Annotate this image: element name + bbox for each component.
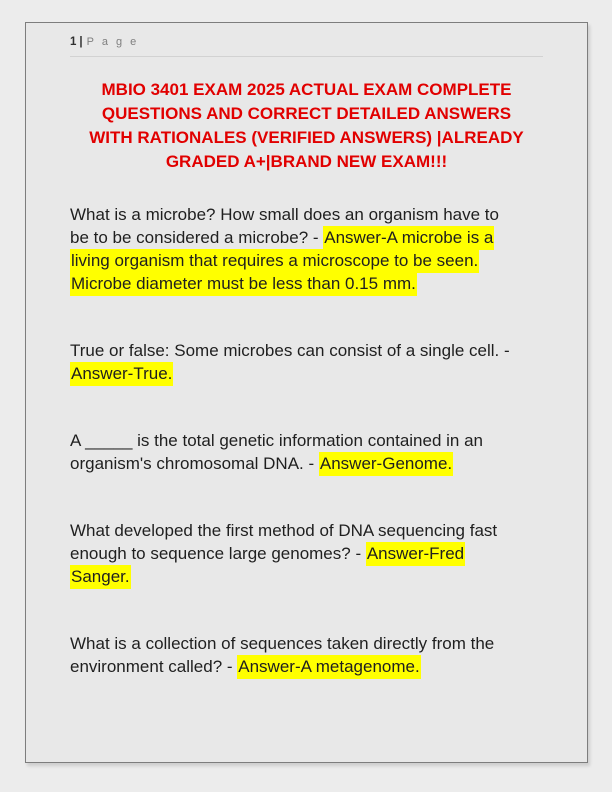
title-line: GRADED A+|BRAND NEW EXAM!!! — [165, 152, 448, 171]
question-line — [70, 203, 543, 226]
header-page-label: P a g e — [86, 36, 139, 48]
question-line — [70, 249, 543, 272]
question-text: What developed the first method of DNA sequencing fast — [70, 521, 498, 540]
page-header — [70, 36, 543, 49]
qa-item — [70, 632, 543, 678]
qa-section — [70, 203, 543, 678]
question-text: enough to sequence large genomes? - — [70, 544, 366, 563]
question-line — [70, 632, 543, 655]
answer-highlight: living organism that requires a microscope to be seen. — [70, 249, 479, 273]
answer-highlight: Sanger. — [70, 565, 131, 589]
document-page — [25, 22, 588, 763]
header-separator: | — [79, 36, 83, 48]
question-line — [70, 272, 543, 295]
question-line — [70, 519, 543, 542]
question-line — [70, 362, 543, 385]
question-line — [70, 565, 543, 588]
document-title — [70, 78, 543, 174]
question-line — [70, 226, 543, 249]
question-line — [70, 542, 543, 565]
qa-item — [70, 339, 543, 385]
question-text: A _____ is the total genetic information contained in an — [70, 431, 484, 450]
title-line: WITH RATIONALES (VERIFIED ANSWERS) |ALREADY — [89, 128, 524, 147]
question-line — [70, 655, 543, 678]
answer-highlight: Answer-A microbe is a — [323, 226, 494, 250]
question-text: organism's chromosomal DNA. - — [70, 454, 319, 473]
question-line — [70, 429, 543, 452]
answer-highlight: Answer-True. — [70, 362, 173, 386]
answer-highlight: Microbe diameter must be less than 0.15 mm. — [70, 272, 417, 296]
question-line — [70, 452, 543, 475]
qa-item — [70, 519, 543, 588]
question-text: environment called? - — [70, 657, 238, 676]
question-text: be to be considered a microbe? - — [70, 228, 324, 247]
question-text: What is a collection of sequences taken directly from the — [70, 634, 495, 653]
title-line: MBIO 3401 EXAM 2025 ACTUAL EXAM COMPLETE — [101, 80, 512, 99]
header-rule — [70, 56, 543, 57]
answer-highlight: Answer-Fred — [366, 542, 465, 566]
title-line: QUESTIONS AND CORRECT DETAILED ANSWERS — [101, 104, 512, 123]
question-text: What is a microbe? How small does an organism have to — [70, 205, 499, 224]
answer-highlight: Answer-Genome. — [319, 452, 453, 476]
question-line — [70, 339, 543, 362]
page-number: 1 — [70, 36, 77, 48]
qa-item — [70, 429, 543, 475]
question-text: True or false: Some microbes can consist of a single cell. - — [70, 341, 510, 360]
answer-highlight: Answer-A metagenome. — [237, 655, 420, 679]
qa-item — [70, 203, 543, 295]
